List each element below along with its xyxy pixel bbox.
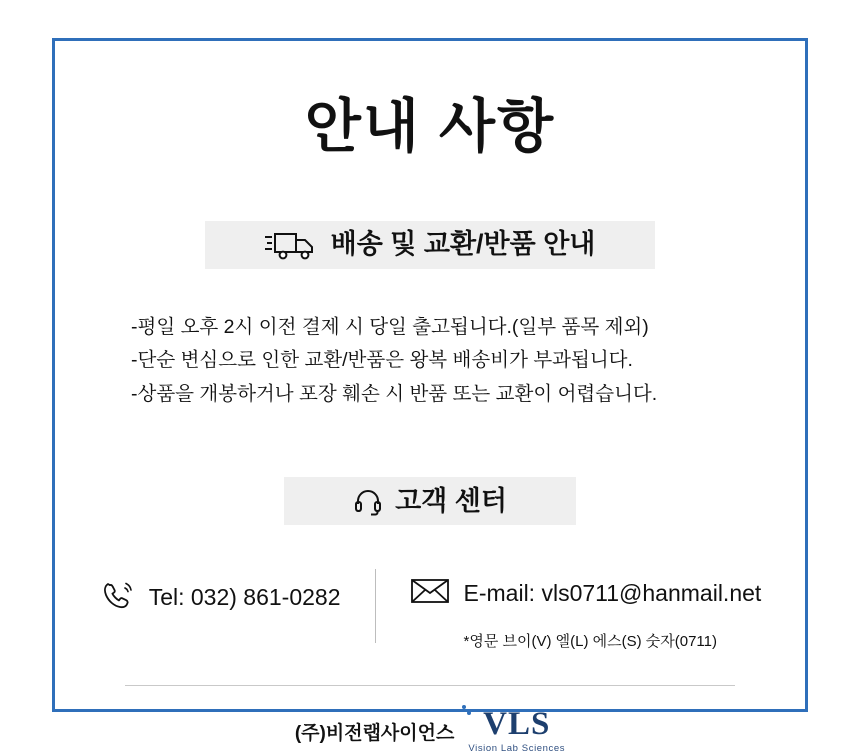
email-contact (376, 569, 762, 651)
phone-number: Tel: 032) 861-0282 (148, 584, 341, 611)
support-section-title: 고객 센터 (395, 485, 507, 516)
footer (55, 708, 805, 754)
truck-icon (265, 227, 319, 263)
shipping-section-header (205, 221, 655, 269)
logo-dots-icon (462, 705, 471, 717)
support-section-header (284, 477, 576, 525)
footer-divider (125, 685, 735, 686)
contact-row (55, 569, 805, 651)
email-address: E-mail: vls0711@hanmail.net (463, 580, 762, 607)
shipping-notice-list (131, 311, 805, 412)
notice-line: -상품을 개봉하거나 포장 훼손 시 반품 또는 교환이 어렵습니다. (131, 382, 658, 405)
vls-logo (468, 708, 565, 754)
notice-line: -평일 오후 2시 이전 결제 시 당일 출고됩니다.(일부 품목 제외) (131, 315, 649, 338)
logo-wordmark: VLS (483, 706, 551, 743)
shipping-section-title: 배송 및 교환/반품 안내 (330, 229, 596, 260)
envelope-icon (410, 577, 450, 610)
email-note: *영문 브이(V) 엘(L) 에스(S) 숫자(0711) (463, 633, 718, 651)
company-name: (주)비전랩사이언스 (294, 722, 455, 744)
notice-line: -단순 변심으로 인한 교환/반품은 왕복 배송비가 부과됩니다. (131, 349, 633, 372)
headset-icon (353, 486, 383, 516)
phone-contact (99, 569, 375, 618)
notice-card (52, 38, 808, 754)
phone-icon (99, 577, 135, 618)
page-title: 안내 사항 (304, 94, 556, 159)
logo-tagline: Vision Lab Sciences (468, 743, 566, 754)
